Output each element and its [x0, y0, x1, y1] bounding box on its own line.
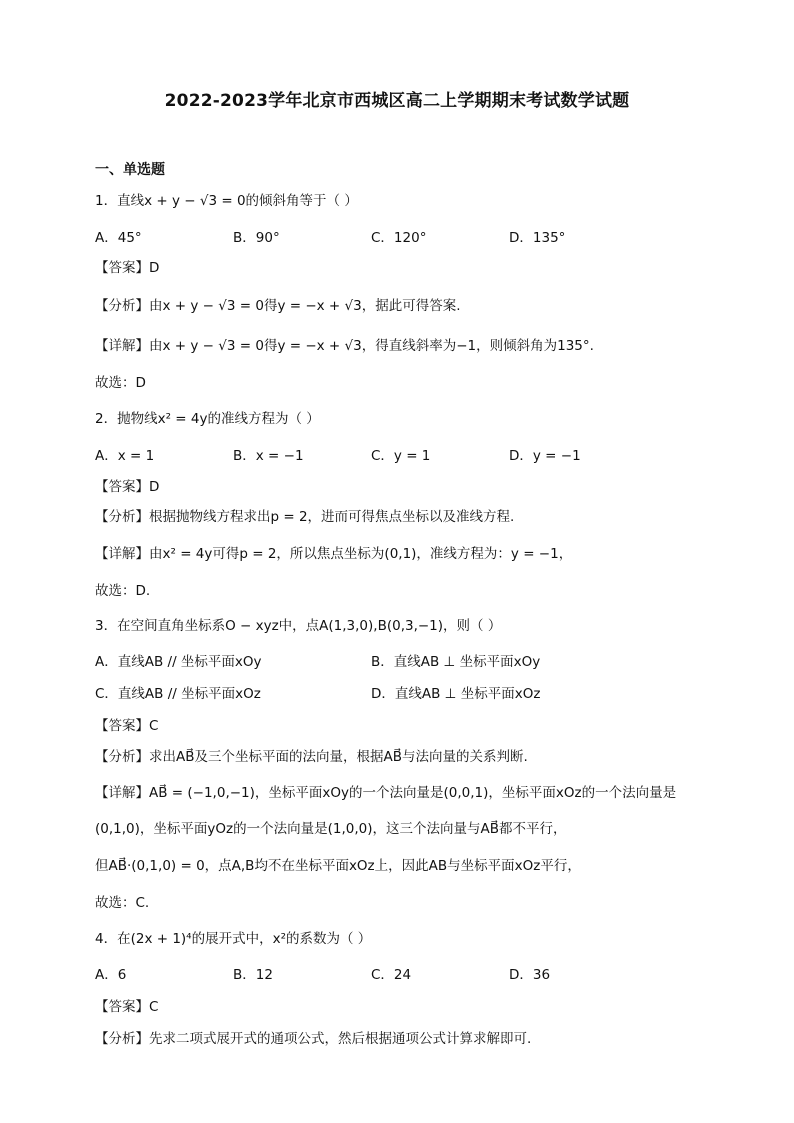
q1-option-c: C．120°: [371, 230, 427, 246]
q2-stem: 2．抛物线x² = 4y的准线方程为（ ）: [95, 411, 320, 427]
q3-answer: 【答案】C: [95, 718, 159, 734]
q2-analysis: 【分析】根据抛物线方程求出p = 2，进而可得焦点坐标以及准线方程.: [95, 509, 515, 525]
q1-answer: 【答案】D: [95, 260, 160, 276]
q3-option-a: A．直线AB // 坐标平面xOy: [95, 654, 262, 670]
q1-option-d: D．135°: [509, 230, 566, 246]
q2-option-b: B．x = −1: [233, 448, 304, 464]
q4-option-b: B．12: [233, 967, 273, 983]
q3-detail-line2: (0,1,0)，坐标平面yOz的一个法向量是(1,0,0)，这三个法向量与AB⃗都不平行，: [95, 821, 567, 837]
q3-option-b: B．直线AB ⊥ 坐标平面xOy: [371, 654, 541, 670]
section-heading: 一、单选题: [95, 162, 165, 178]
q4-analysis: 【分析】先求二项式展开式的通项公式，然后根据通项公式计算求解即可.: [95, 1031, 532, 1047]
q2-option-d: D．y = −1: [509, 448, 581, 464]
q2-choice: 故选：D.: [95, 583, 151, 599]
q4-answer: 【答案】C: [95, 999, 159, 1015]
q2-answer: 【答案】D: [95, 479, 160, 495]
q2-detail: 【详解】由x² = 4y可得p = 2，所以焦点坐标为(0,1)，准线方程为：y = −1，: [95, 546, 573, 562]
q4-option-a: A．6: [95, 967, 127, 983]
q1-analysis: 【分析】由x + y − √3 = 0得y = −x + √3，据此可得答案.: [95, 298, 461, 314]
q4-option-d: D．36: [509, 967, 551, 983]
q3-option-d: D．直线AB ⊥ 坐标平面xOz: [371, 686, 541, 702]
q1-choice: 故选：D: [95, 375, 146, 391]
q1-option-b: B．90°: [233, 230, 280, 246]
q2-option-a: A．x = 1: [95, 448, 155, 464]
q3-stem: 3．在空间直角坐标系O − xyz中，点A(1,3,0),B(0,3,−1)，则（ ）: [95, 618, 502, 634]
q3-choice: 故选：C.: [95, 895, 150, 911]
q1-detail: 【详解】由x + y − √3 = 0得y = −x + √3，得直线斜率为−1，则倾斜角为135°.: [95, 338, 594, 354]
q4-option-c: C．24: [371, 967, 412, 983]
page-title: 2022-2023学年北京市西城区高二上学期期末考试数学试题: [164, 91, 630, 111]
q3-analysis: 【分析】求出AB⃗及三个坐标平面的法向量，根据AB⃗与法向量的关系判断.: [95, 749, 528, 765]
q1-option-a: A．45°: [95, 230, 142, 246]
q1-stem: 1．直线x + y − √3 = 0的倾斜角等于（ ）: [95, 193, 358, 209]
q3-detail-line3: 但AB⃗·(0,1,0) = 0，点A,B均不在坐标平面xOz上，因此AB与坐标平面xOz平行，: [95, 858, 581, 874]
q3-detail-line1: 【详解】AB⃗ = (−1,0,−1)，坐标平面xOy的一个法向量是(0,0,1)，坐标平面xOz的一个法向量是: [95, 785, 677, 801]
q3-option-c: C．直线AB // 坐标平面xOz: [95, 686, 261, 702]
q2-option-c: C．y = 1: [371, 448, 431, 464]
q4-stem: 4．在(2x + 1)⁴的展开式中，x²的系数为（ ）: [95, 931, 372, 947]
